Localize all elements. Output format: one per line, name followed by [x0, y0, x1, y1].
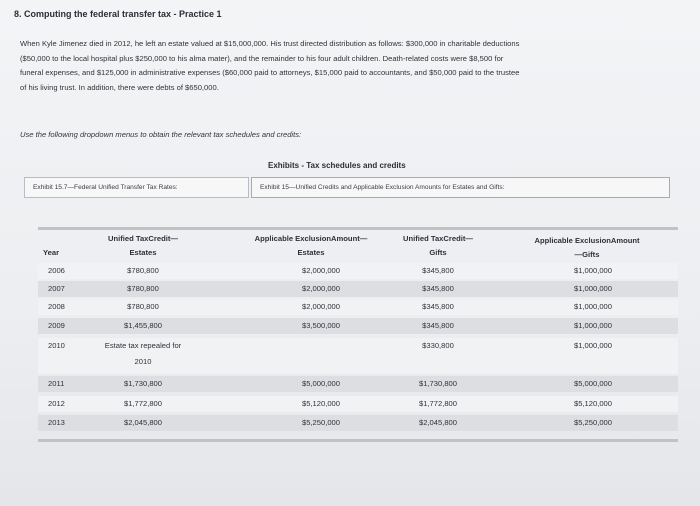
table-row [38, 281, 678, 297]
table-row [38, 338, 678, 374]
cell-credit-estates: $780,800 [127, 302, 159, 311]
cell-credit-estates: Estate tax repealed for [104, 341, 182, 350]
table-row [38, 263, 678, 279]
table-bottom-rule [38, 439, 678, 442]
cell-credit-gifts: $345,800 [422, 321, 454, 330]
exhibits-heading: Exhibits - Tax schedules and credits [268, 161, 406, 170]
cell-credit-gifts: $330,800 [422, 341, 454, 350]
table-row [38, 376, 678, 392]
table-row [38, 318, 678, 334]
cell-credit-estates: $2,045,800 [123, 418, 162, 427]
header-year: Year [43, 248, 60, 257]
cell-credit-estates: $780,800 [127, 284, 159, 293]
cell-exclusion-gifts: $1,000,000 [573, 266, 612, 275]
cell-credit-gifts: $2,045,800 [418, 418, 457, 427]
header-col3-line1: Unified TaxCredit— [403, 234, 473, 243]
cell-year: 2010 [48, 341, 65, 350]
problem-title: 8. Computing the federal transfer tax - Practice 1 [14, 9, 222, 19]
cell-credit-gifts: $345,800 [422, 302, 454, 311]
cell-exclusion-gifts: $5,120,000 [573, 399, 612, 408]
cell-year: 2013 [48, 418, 65, 427]
header-col4-line2: —Gifts [574, 250, 600, 259]
header-col2-line1: Applicable ExclusionAmount— [254, 234, 368, 243]
cell-credit-estates: $1,730,800 [123, 379, 162, 388]
cell-exclusion-gifts: $1,000,000 [573, 321, 612, 330]
cell-credit-gifts: $1,730,800 [418, 379, 457, 388]
table-row [38, 415, 678, 431]
table-top-rule [38, 227, 678, 230]
cell-credit-gifts: $345,800 [422, 284, 454, 293]
cell-exclusion-estates: $5,120,000 [301, 399, 340, 408]
cell-credit-estates: $1,455,800 [123, 321, 162, 330]
cell-exclusion-gifts: $5,250,000 [573, 418, 612, 427]
unified-credits-table [38, 218, 678, 444]
cell-credit-estates: $780,800 [127, 266, 159, 275]
instruction-text: Use the following dropdown menus to obtain the relevant tax schedules and credits: [20, 130, 302, 139]
header-col1-line1: Unified TaxCredit— [108, 234, 178, 243]
table-row [38, 396, 678, 412]
cell-year: 2006 [48, 266, 65, 275]
cell-exclusion-gifts: $1,000,000 [573, 341, 612, 350]
problem-line: When Kyle Jimenez died in 2012, he left an estate valued at $15,000,000. His trust directed distribution as follows: $300,000 in charitable deductions [20, 39, 520, 48]
cell-year: 2012 [48, 399, 65, 408]
cell-credit-estates: $1,772,800 [123, 399, 162, 408]
cell-exclusion-estates: $3,500,000 [301, 321, 340, 330]
header-col3-line2: Gifts [429, 248, 447, 257]
cell-credit-gifts: $1,772,800 [418, 399, 457, 408]
header-col1-line2: Estates [129, 248, 157, 257]
cell-exclusion-estates: $2,000,000 [301, 284, 340, 293]
cell-exclusion-gifts: $1,000,000 [573, 302, 612, 311]
cell-credit-estates-line2: 2010 [134, 357, 152, 366]
problem-text [20, 37, 684, 95]
cell-year: 2007 [48, 284, 65, 293]
cell-exclusion-estates: $2,000,000 [301, 302, 340, 311]
header-col2-line2: Estates [297, 248, 325, 257]
cell-year: 2009 [48, 321, 65, 330]
unified-credits-dropdown[interactable]: Exhibit 15—Unified Credits and Applicable Exclusion Amounts for Estates and Gifts: [251, 177, 670, 198]
cell-exclusion-estates: $2,000,000 [301, 266, 340, 275]
cell-year: 2011 [48, 379, 65, 388]
cell-year: 2008 [48, 302, 65, 311]
cell-exclusion-gifts: $1,000,000 [573, 284, 612, 293]
table-row [38, 299, 678, 315]
problem-line: ($50,000 to the local hospital plus $250,000 to his alma mater), and the remainder to his four adult children. Death-related costs were $8,500 for [20, 53, 504, 63]
exhibit-dropdowns [24, 177, 670, 198]
cell-exclusion-estates: $5,000,000 [301, 379, 340, 388]
cell-credit-gifts: $345,800 [422, 266, 454, 275]
problem-line: of his living trust. In addition, there were debts of $650,000. [20, 82, 219, 92]
cell-exclusion-gifts: $5,000,000 [573, 379, 612, 388]
header-col4-line1: Applicable ExclusionAmount [534, 236, 640, 245]
cell-exclusion-estates: $5,250,000 [301, 418, 340, 427]
problem-line: funeral expenses, and $125,000 in administrative expenses ($60,000 paid to attorneys, $15,000 paid to accountants, and $50,000 paid to the trustee [20, 68, 520, 78]
tax-rates-dropdown[interactable]: Exhibit 15.7—Federal Unified Transfer Tax Rates: [24, 177, 249, 198]
